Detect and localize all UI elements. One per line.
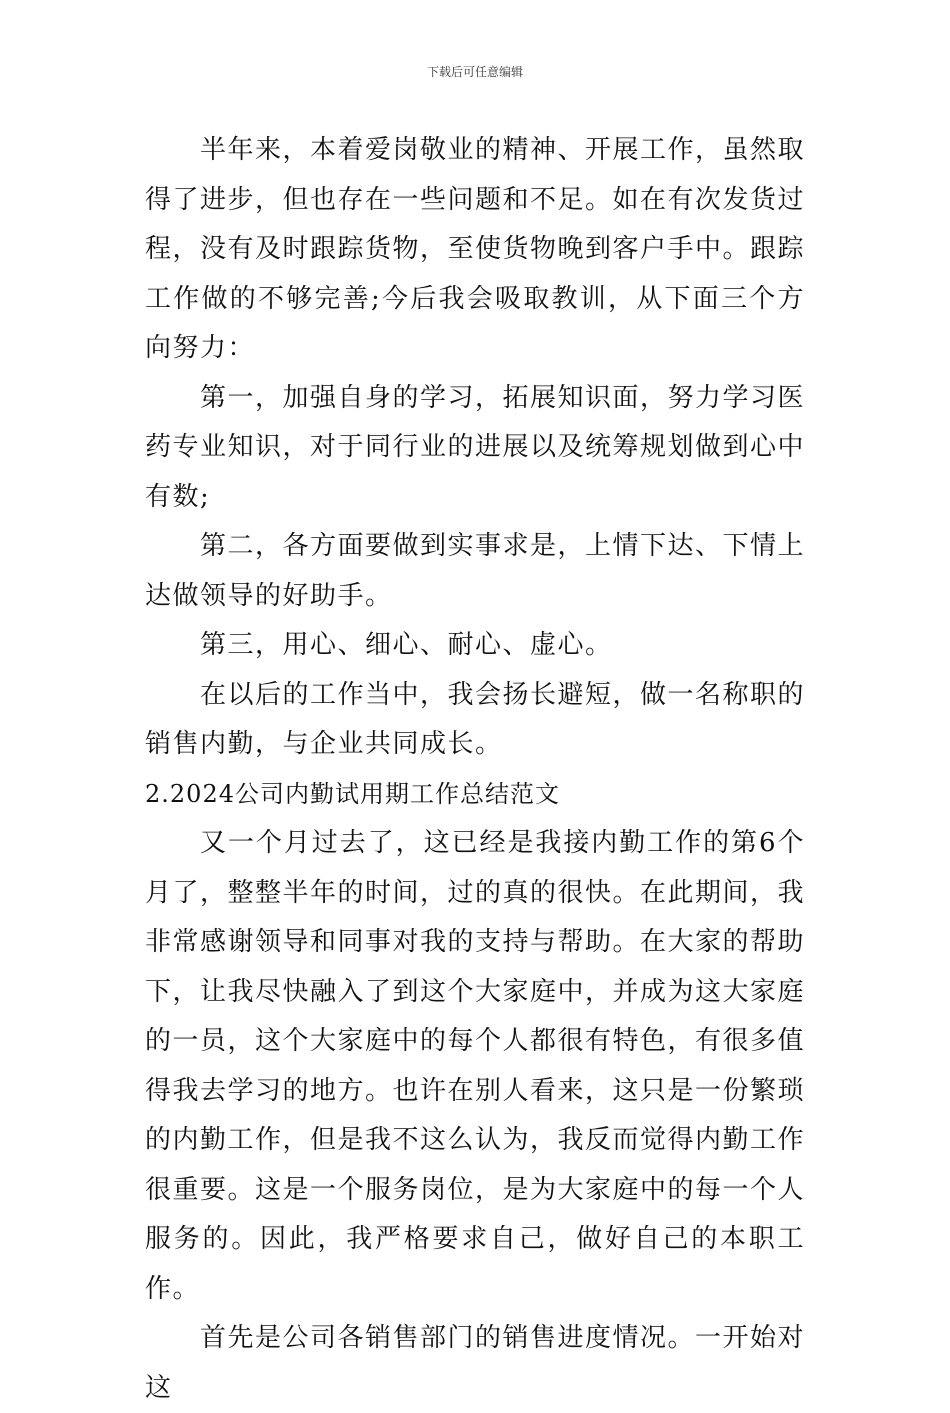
- paragraph-intro: 又一个月过去了，这已经是我接内勤工作的第6个月了，整整半年的时间，过的真的很快。在此期间，我非常感谢领导和同事对我的支持与帮助。在大家的帮助下，让我尽快融入了到这个大家庭中，并成为这大家庭的一员，这个大家庭中的每个人都很有特色，有很多值得我去学习的地方。也许在别人看来，这只是一份繁琐的内勤工作，但是我不这么认为，我反而觉得内勤工作很重要。这是一个服务岗位，是为大家庭中的每一个人服务的。因此，我严格要求自己，做好自己的本职工作。: [145, 828, 806, 1304]
- paragraph-direction-one: 第一，加强自身的学习，拓展知识面，努力学习医药专业知识，对于同行业的进展以及统筹规划做到心中有数;: [145, 382, 806, 512]
- paragraph-direction-three: 第三，用心、细心、耐心、虚心。: [200, 630, 613, 660]
- section-heading: 2.2024公司内勤试用期工作总结范文: [145, 779, 560, 808]
- paragraph-sales-progress: 首先是公司各销售部门的销售进度情况。一开始对这: [145, 1323, 806, 1403]
- document-body: [145, 126, 805, 1413]
- paragraph-direction-two: 第二，各方面要做到实事求是，上情下达、下情上达做领导的好助手。: [145, 531, 806, 611]
- page-header: 下载后可任意编辑: [426, 65, 523, 79]
- paragraph-self-review: 半年来，本着爱岗敬业的精神、开展工作，虽然取得了进步，但也存在一些问题和不足。如在有次发货过程，没有及时跟踪货物，至使货物晚到客户手中。跟踪工作做的不够完善;今后我会吸取教训，从下面三个方向努力：: [145, 135, 806, 363]
- paragraph-conclusion: 在以后的工作当中，我会扬长避短，做一名称职的销售内勤，与企业共同成长。: [145, 679, 806, 759]
